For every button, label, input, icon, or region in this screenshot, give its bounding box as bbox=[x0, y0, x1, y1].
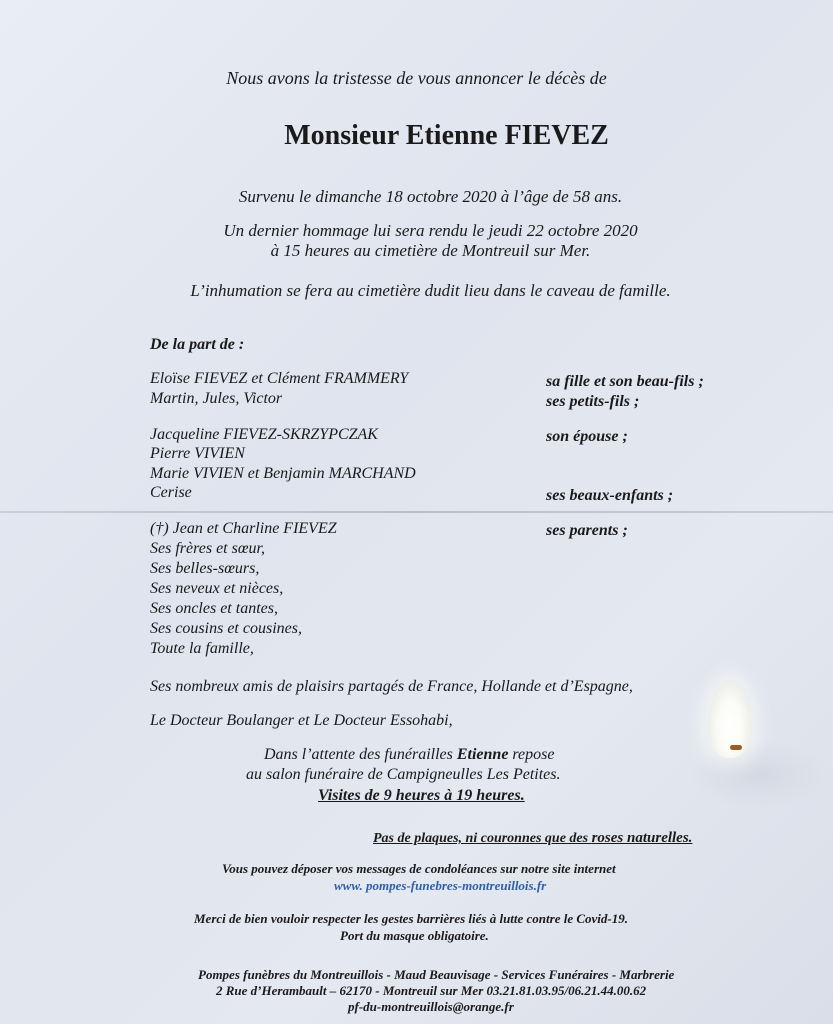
relative-line: Ses oncles et tantes, bbox=[150, 600, 278, 617]
family-relation: ses petits-fils ; bbox=[546, 393, 640, 410]
family-relation: ses beaux-enfants ; bbox=[546, 487, 674, 504]
friends-text: Ses nombreux amis de plaisirs partagés de France, Hollande et d’Espagne, bbox=[150, 678, 633, 695]
inhumation-text: L’inhumation se fera au cimetière dudit lieu dans le caveau de famille. bbox=[190, 281, 671, 300]
rest-line-1-name: Etienne bbox=[456, 746, 509, 763]
family-name: (†) Jean et Charline FIEVEZ bbox=[150, 520, 337, 537]
hommage-line-2: à 15 heures au cimetière de Montreuil sur Mer. bbox=[270, 241, 591, 260]
family-name: Marie VIVIEN et Benjamin MARCHAND bbox=[150, 465, 416, 482]
from-label: De la part de : bbox=[150, 336, 245, 353]
family-relation: son épouse ; bbox=[546, 428, 628, 445]
flowers-note-roses: roses naturelles. bbox=[591, 830, 693, 846]
intro-text: Nous avons la tristesse de vous annoncer le décès de bbox=[226, 68, 607, 88]
family-name: Jacqueline FIEVEZ-SKRZYPCZAK bbox=[150, 426, 378, 443]
family-name: Martin, Jules, Victor bbox=[150, 390, 283, 407]
rest-line-1 bbox=[264, 746, 554, 764]
covid-line-1: Merci de bien vouloir respecter les gestes barrières liés à lutte contre le Covid-19. bbox=[194, 911, 628, 926]
family-name: Cerise bbox=[150, 484, 192, 501]
family-name: Eloïse FIEVEZ et Clément FRAMMERY bbox=[150, 370, 409, 387]
candle-wick-icon bbox=[730, 745, 742, 750]
date-of-death: Survenu le dimanche 18 octobre 2020 à l’âge de 58 ans. bbox=[238, 187, 623, 206]
rest-line-1-end: repose bbox=[508, 746, 555, 763]
relative-line: Ses neveux et nièces, bbox=[150, 580, 284, 597]
family-name: Pierre VIVIEN bbox=[150, 445, 245, 462]
visits-hours: Visites de 9 heures à 19 heures. bbox=[318, 787, 525, 804]
rest-line-2: au salon funéraire de Campigneulles Les Petites. bbox=[246, 766, 561, 783]
website-link[interactable]: www. pompes-funebres-montreuillois.fr bbox=[334, 878, 547, 893]
flowers-note-start: Pas de plaques, ni couronnes que des bbox=[373, 831, 592, 846]
hommage-line-1: Un dernier hommage lui sera rendu le jeudi 22 octobre 2020 bbox=[223, 221, 638, 240]
footer-company: Pompes funèbres du Montreuillois - Maud Beauvisage - Services Funéraires - Marbrerie bbox=[198, 967, 675, 982]
flowers-note bbox=[373, 830, 692, 847]
footer-email[interactable]: pf-du-montreuillois@orange.fr bbox=[348, 999, 514, 1014]
condolences-text: Vous pouvez déposer vos messages de condoléances sur notre site internet bbox=[222, 861, 616, 876]
relative-line: Ses cousins et cousines, bbox=[150, 620, 302, 637]
doctors-text: Le Docteur Boulanger et Le Docteur Essohabi, bbox=[150, 712, 453, 729]
deceased-name: Monsieur Etienne FIEVEZ bbox=[284, 120, 609, 151]
relative-line: Toute la famille, bbox=[150, 640, 254, 657]
family-relation: sa fille et son beau-fils ; bbox=[546, 373, 704, 390]
relative-line: Ses belles-sœurs, bbox=[150, 560, 260, 577]
paper-fold-line bbox=[0, 511, 833, 513]
candle-glow bbox=[690, 740, 830, 810]
covid-line-2: Port du masque obligatoire. bbox=[340, 928, 489, 943]
family-relation: ses parents ; bbox=[546, 522, 628, 539]
rest-line-1-start: Dans l’attente des funérailles bbox=[264, 746, 457, 763]
relative-line: Ses frères et sœur, bbox=[150, 540, 265, 557]
footer-address: 2 Rue d’Herambault – 62170 - Montreuil sur Mer 03.21.81.03.95/06.21.44.00.62 bbox=[216, 983, 647, 998]
